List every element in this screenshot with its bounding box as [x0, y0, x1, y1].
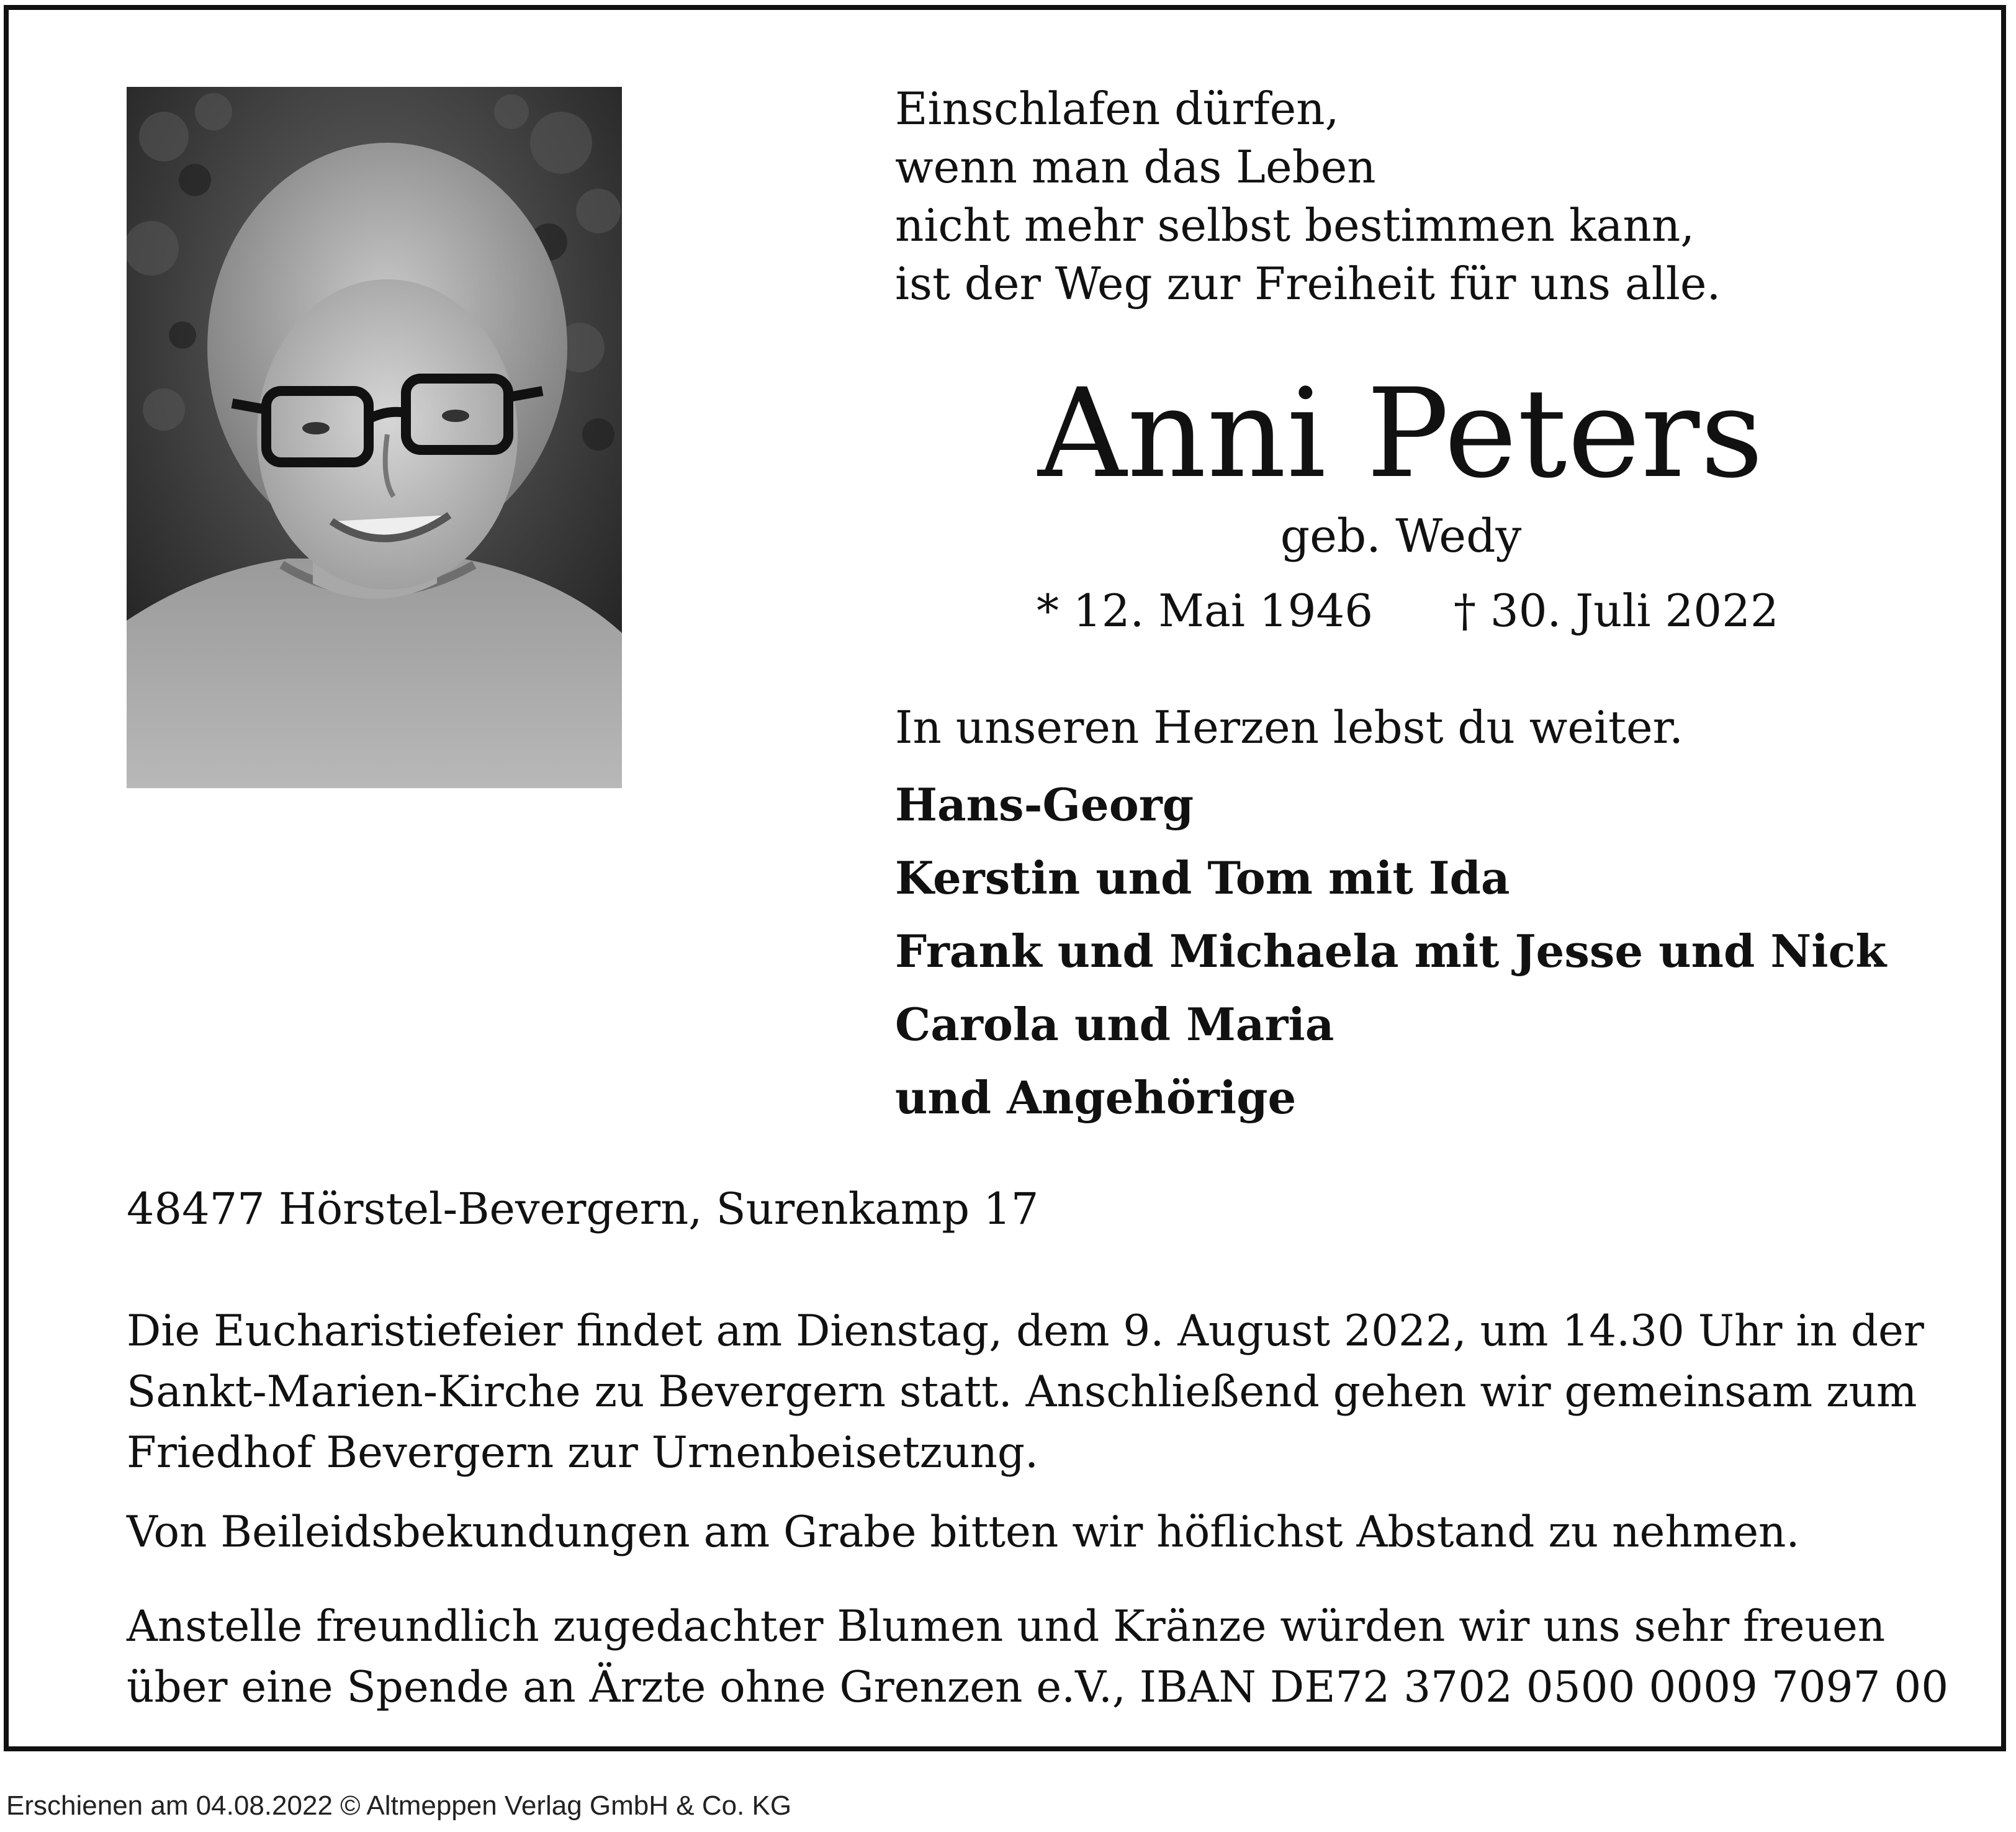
- portrait-photo: [127, 87, 622, 788]
- tagline: In unseren Herzen lebst du weiter.: [895, 701, 1683, 753]
- poem-line: wenn man das Leben: [895, 141, 1376, 193]
- service-paragraph: [127, 1301, 1964, 1483]
- paragraph-line: Von Beileidsbekundungen am Grabe bitten wir höflichst Abstand zu nehmen.: [127, 1507, 1800, 1557]
- paragraph-line: Anstelle freundlich zugedachter Blumen und Kränze würden wir uns sehr freuen: [127, 1602, 1886, 1651]
- mourner-name: Frank und Michaela mit Jesse und Nick: [895, 925, 1887, 977]
- mourner-name: Carola und Maria: [895, 998, 1334, 1051]
- condolences-paragraph: [127, 1502, 1964, 1563]
- deceased-name: Anni Peters: [1038, 362, 1764, 505]
- birth-name: geb. Wedy: [1280, 510, 1522, 563]
- mourner-name: Hans-Georg: [895, 778, 1194, 831]
- paragraph-line: über eine Spende an Ärzte ohne Grenzen e.V., IBAN DE72 3702 0500 0009 7097 00: [127, 1663, 1949, 1712]
- notice-frame: [4, 5, 2006, 1751]
- poem-line: ist der Weg zur Freiheit für uns alle.: [895, 258, 1721, 310]
- paragraph-line: Friedhof Bevergern zur Urnenbeisetzung.: [127, 1428, 1039, 1478]
- family-address: 48477 Hörstel-Bevergern, Surenkamp 17: [127, 1183, 1039, 1234]
- mourner-name: Kerstin und Tom mit Ida: [895, 851, 1510, 904]
- mourner-name: und Angehörige: [895, 1071, 1297, 1124]
- poem-line: nicht mehr selbst bestimmen kann,: [895, 199, 1695, 251]
- mourners-list: [895, 768, 1886, 1134]
- memorial-poem: [895, 79, 1950, 313]
- birth-date: * 12. Mai 1946: [1037, 585, 1374, 637]
- death-date: † 30. Juli 2022: [1454, 585, 1779, 637]
- publication-footer: Erschienen am 04.08.2022 © Altmeppen Verlag GmbH & Co. KG: [6, 1790, 792, 1821]
- paragraph-line: Die Eucharistiefeier findet am Dienstag, dem 9. August 2022, um 14.30 Uhr in der: [127, 1306, 1924, 1356]
- poem-line: Einschlafen dürfen,: [895, 83, 1339, 135]
- paragraph-line: Sankt-Marien-Kirche zu Bevergern statt. Anschließend gehen wir gemeinsam zum: [127, 1367, 1917, 1417]
- donation-paragraph: [127, 1596, 1964, 1718]
